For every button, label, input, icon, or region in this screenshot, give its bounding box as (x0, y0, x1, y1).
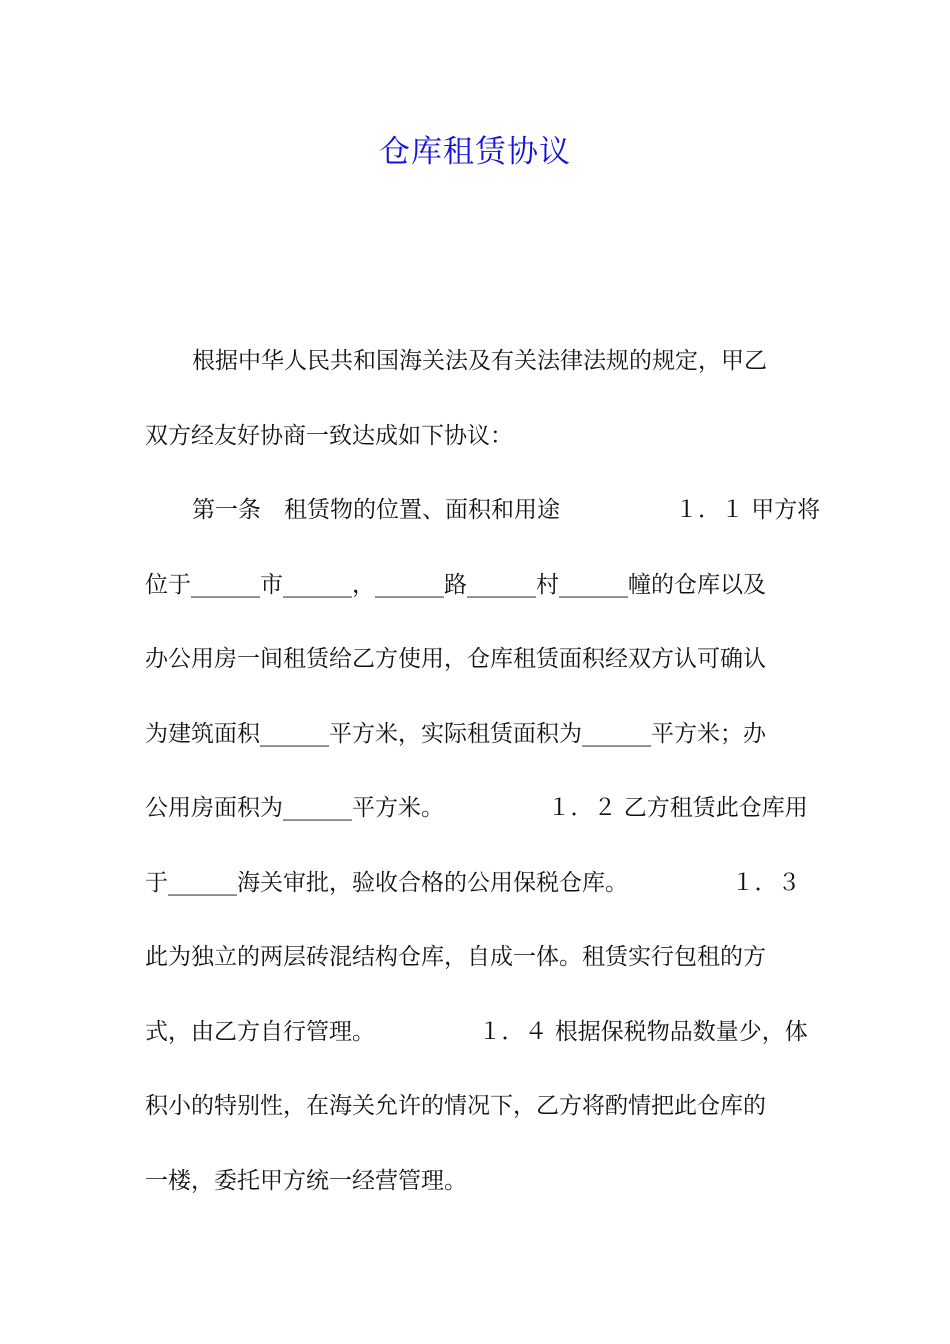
paragraph-line: 办公用房一间租赁给乙方使用，仓库租赁面积经双方认可确认 (145, 646, 766, 672)
paragraph-line: 一楼，委托甲方统一经营管理。 (145, 1167, 467, 1194)
paragraph-line: 第一条 租赁物的位置、面积和用途 １．１ 甲方将 (192, 497, 821, 523)
paragraph-line: 于______海关审批，验收合格的公用保税仓库。 １．３ (145, 869, 801, 896)
paragraph-line: 积小的特别性，在海关允许的情况下，乙方将酌情把此仓库的 (145, 1093, 766, 1119)
paragraph-line: 此为独立的两层砖混结构仓库，自成一体。租赁实行包租的方 (145, 944, 766, 970)
paragraph-line: 为建筑面积______平方米，实际租赁面积为______平方米；办 (145, 720, 766, 747)
paragraph-line: 根据中华人民共和国海关法及有关法律法规的规定，甲乙 (192, 348, 767, 374)
paragraph-line: 双方经友好协商一致达成如下协议： (145, 422, 513, 449)
paragraph-line: 位于______市______，______路______村______幢的仓库以及 (145, 571, 766, 598)
document-title: 仓库租赁协议 (379, 134, 571, 170)
paragraph-line: 式，由乙方自行管理。 １．４ 根据保税物品数量少，体 (145, 1018, 808, 1045)
paragraph-line: 公用房面积为______平方米。 １．２ 乙方租赁此仓库用 (145, 795, 808, 821)
document-body (145, 341, 821, 1235)
